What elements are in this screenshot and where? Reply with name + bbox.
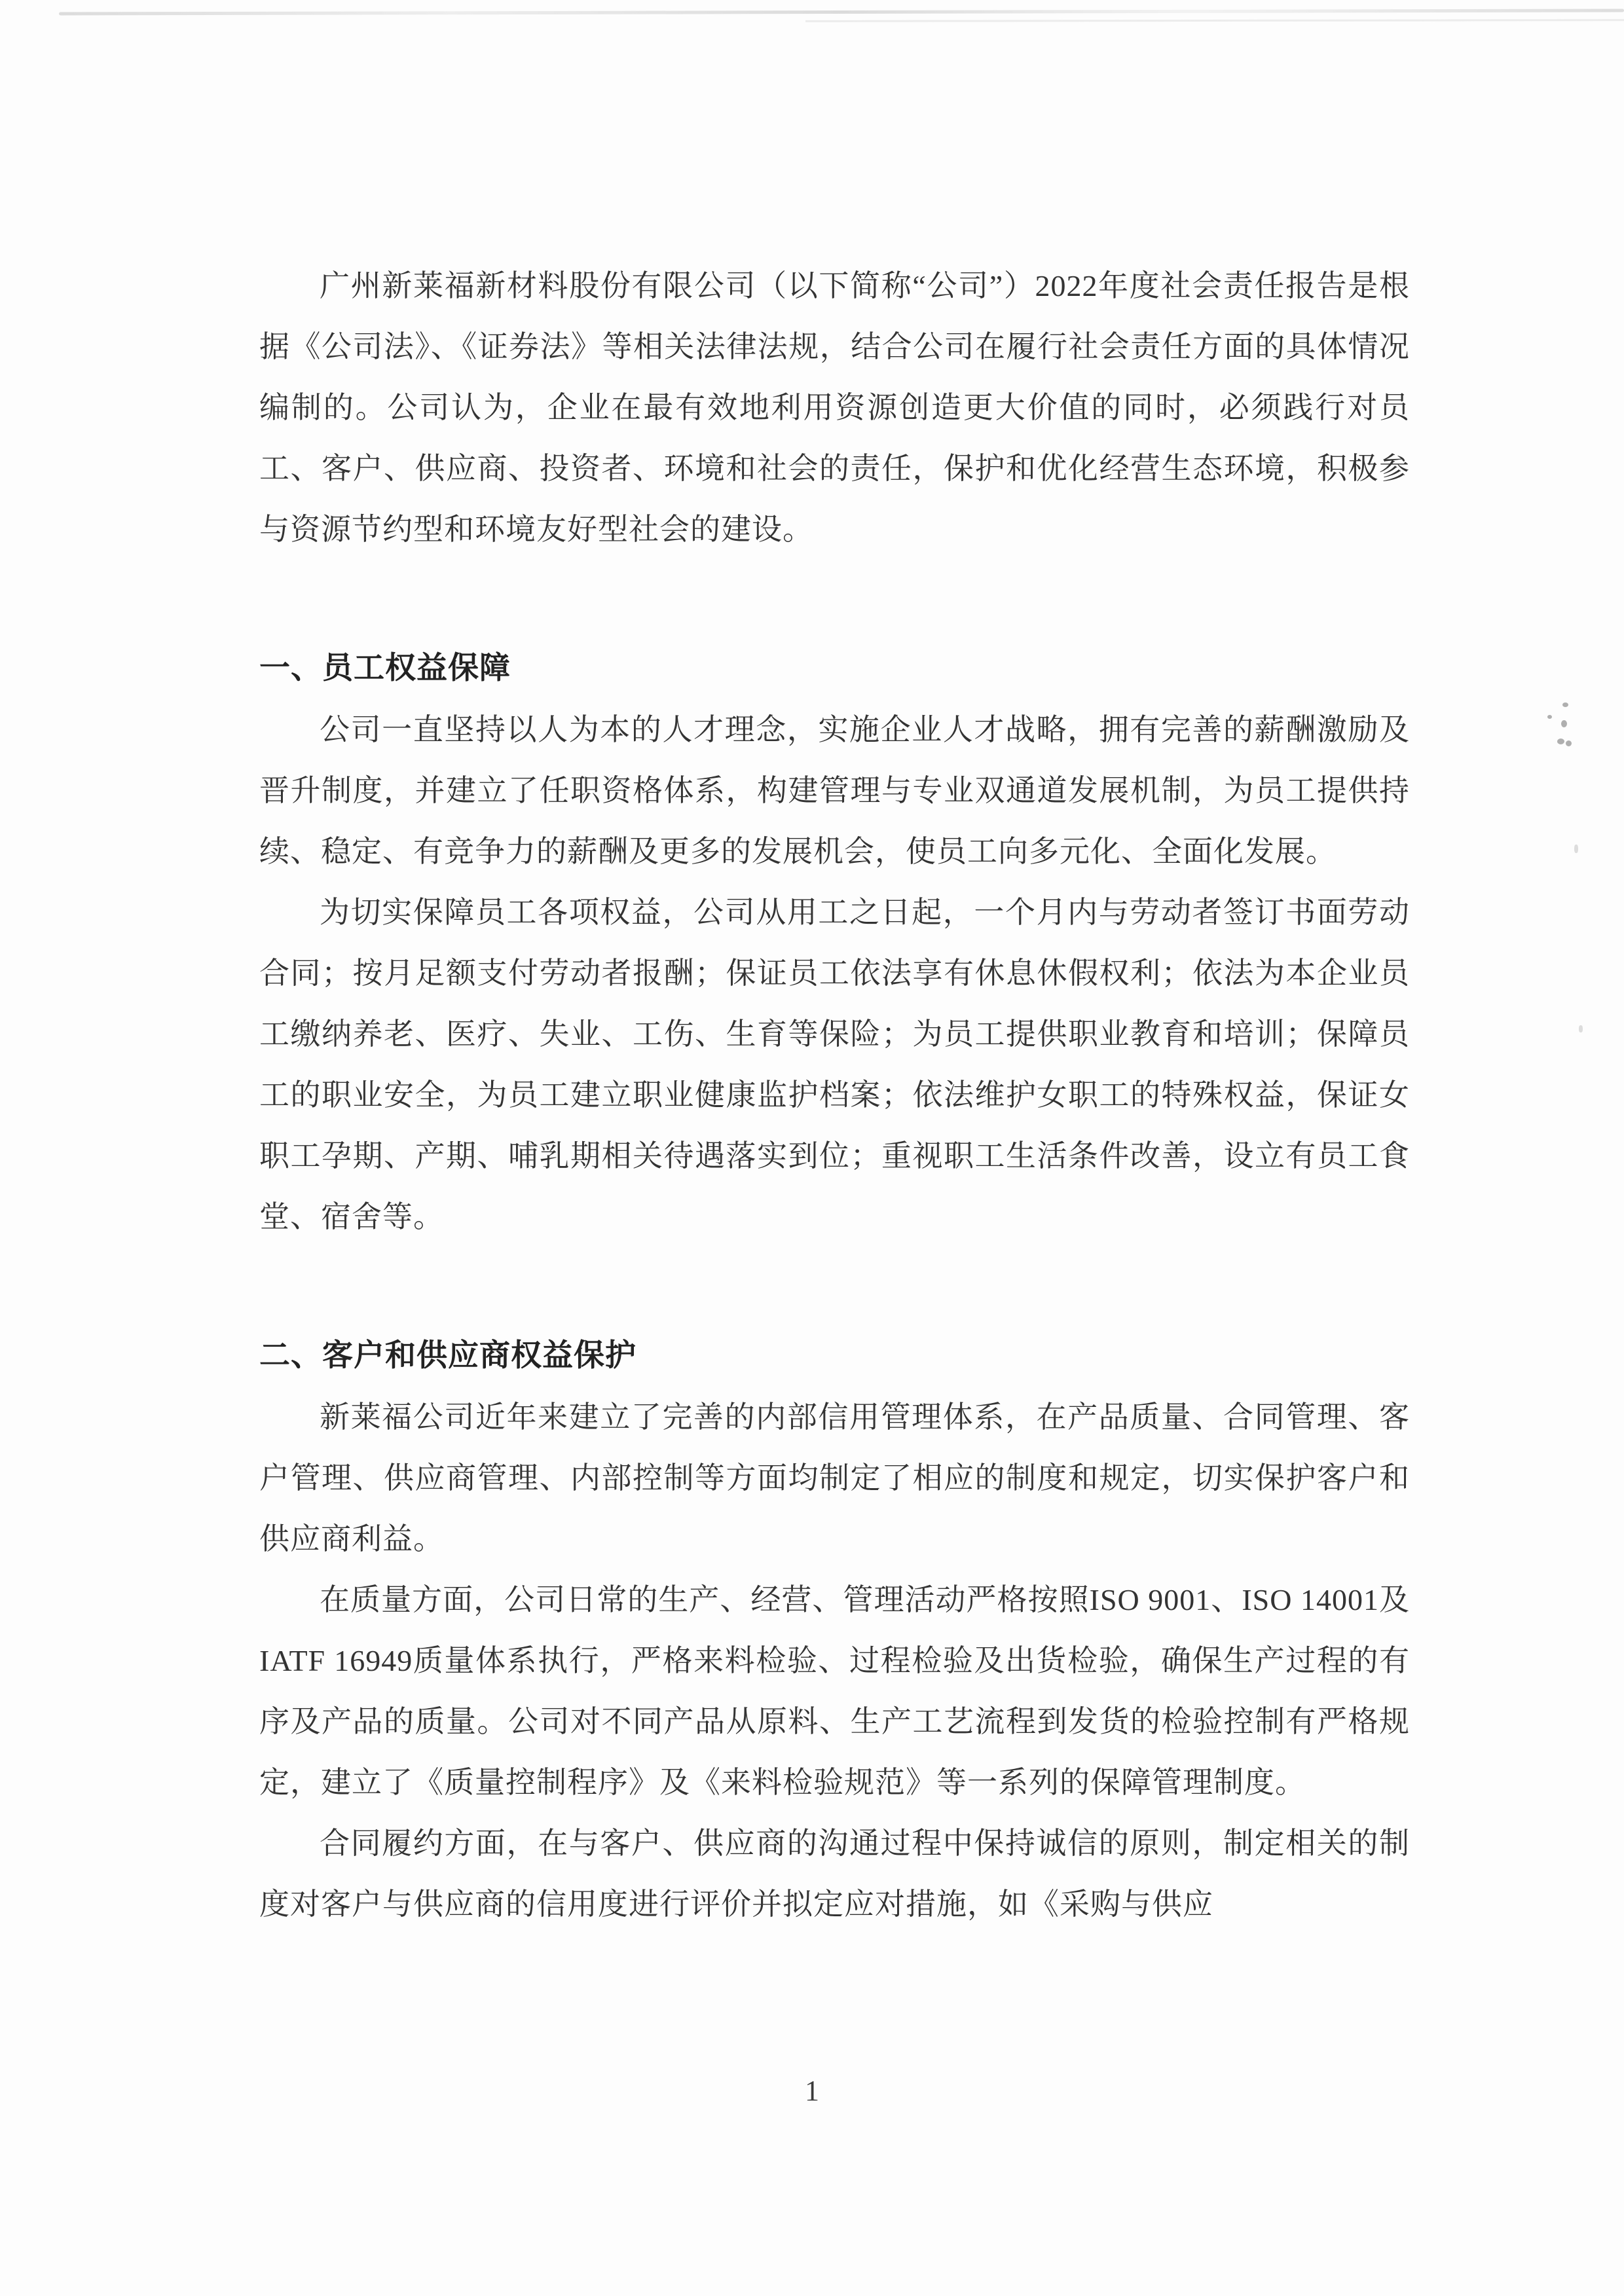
paragraph-employee-protections: 为切实保障员工各项权益，公司从用工之日起，一个月内与劳动者签订书面劳动合同；按月足额支付劳动者报酬；保证员工依法享有休息休假权利；依法为本企业员工缴纳养老、医疗、失业、工伤、生育等保险；为员工提供职业教育和培训；保障员工的职业安全，为员工建立职业健康监护档案；依法维护女职工的特殊权益，保证女职工孕期、产期、哺乳期相关待遇落实到位；重视职工生活条件改善，设立有员工食堂、宿舍等。 xyxy=(259,896,1410,1233)
section-heading-employee-rights: 一、员工权益保障 xyxy=(259,651,511,685)
scan-speck-artifact xyxy=(1561,720,1567,727)
document-body xyxy=(259,255,1410,1935)
scan-streak-artifact xyxy=(59,9,1624,15)
paragraph-credit-management: 新莱福公司近年来建立了完善的内部信用管理体系，在产品质量、合同管理、客户管理、供应商管理、内部控制等方面均制定了相应的制度和规定，切实保护客户和供应商利益。 xyxy=(259,1400,1410,1556)
scan-speck-artifact xyxy=(1579,1025,1583,1032)
scan-streak-artifact xyxy=(805,19,1624,22)
paragraph-report-intro: 广州新莱福新材料股份有限公司（以下简称“公司”）2022年度社会责任报告是根据《公司法》、《证券法》等相关法律法规，结合公司在履行社会责任方面的具体情况编制的。公司认为，企业在最有效地利用资源创造更大价值的同时，必须践行对员工、客户、供应商、投资者、环境和社会的责任，保护和优化经营生态环境，积极参与资源节约型和环境友好型社会的建设。 xyxy=(259,269,1410,546)
scan-speck-artifact xyxy=(1557,738,1564,744)
scan-speck-artifact xyxy=(1566,740,1572,746)
scan-speck-artifact xyxy=(1547,715,1552,719)
paragraph-quality-systems: 在质量方面，公司日常的生产、经营、管理活动严格按照ISO 9001、ISO 14001及IATF 16949质量体系执行，严格来料检验、过程检验及出货检验，确保生产过程的有序及产品的质量。公司对不同产品从原料、生产工艺流程到发货的检验控制有严格规定，建立了《质量控制程序》及《来料检验规范》等一系列的保障管理制度。 xyxy=(259,1583,1410,1799)
paragraph-talent-philosophy: 公司一直坚持以人为本的人才理念，实施企业人才战略，拥有完善的薪酬激励及晋升制度，并建立了任职资格体系，构建管理与专业双通道发展机制，为员工提供持续、稳定、有竞争力的薪酬及更多的发展机会，使员工向多元化、全面化发展。 xyxy=(259,713,1410,868)
section-heading-customer-supplier-rights: 二、客户和供应商权益保护 xyxy=(259,1339,637,1373)
scan-speck-artifact xyxy=(1574,845,1578,853)
paragraph-contract-performance: 合同履约方面，在与客户、供应商的沟通过程中保持诚信的原则，制定相关的制度对客户与供应商的信用度进行评价并拟定应对措施，如《采购与供应 xyxy=(259,1827,1410,1921)
scan-speck-artifact xyxy=(1562,702,1568,707)
page-number: 1 xyxy=(805,2075,819,2107)
